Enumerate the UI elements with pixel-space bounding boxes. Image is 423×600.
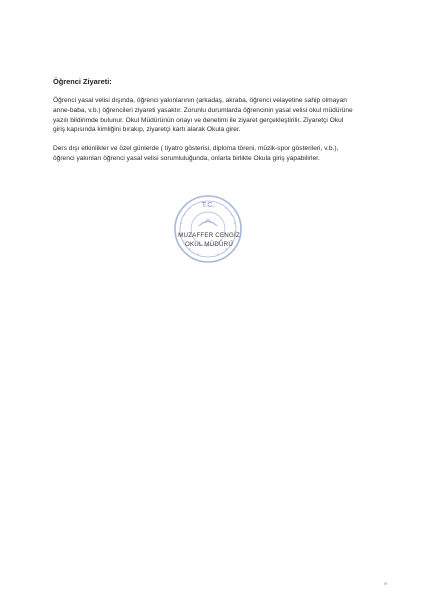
text-line: yazılı bildirimde bulunur. Okul Müdürünün onayı ve denetimi ile ziyaret gerçekleştirilir. Ziyaretçi Okul (53, 116, 344, 124)
text-line: anne-baba, v.b.) öğrencileri ziyareti yasaktır. Zorunlu durumlarda öğrencinin yasal velisi okul müdürüne (53, 106, 353, 114)
text-line: öğrenci yakınları öğrenci yasal velisi sorumluluğunda, onlarla birlikte Okula giriş yapabilirler. (53, 154, 320, 162)
text-line: giriş kapısında kimliğini bırakıp, ziyaretçi kartı alarak Okula girer. (53, 126, 241, 134)
paragraph-special-events (53, 144, 383, 164)
text-line: Ders dışı etkinlikler ve özel günlerde ( tiyatro gösterisi, diploma töreni, müzik-spor gösterileri, v.b.), (53, 145, 339, 152)
stamp-seal-icon (168, 193, 248, 265)
text-line: Öğrenci yasal velisi dışında, öğrenci yakınlarının (arkadaş, akraba, öğrenci velayetine sahip olmayan (53, 97, 347, 104)
section-heading: Öğrenci Ziyareti: (53, 77, 112, 86)
official-stamp (168, 193, 248, 265)
stamp-text-top: T.C. (201, 202, 215, 209)
paragraph-visitor-rules (53, 96, 383, 135)
scan-speck (384, 582, 387, 585)
signatory-title: OKUL MÜDÜRÜ (184, 241, 234, 248)
signatory-name: MUZAFFER CENGİZ (178, 232, 240, 239)
